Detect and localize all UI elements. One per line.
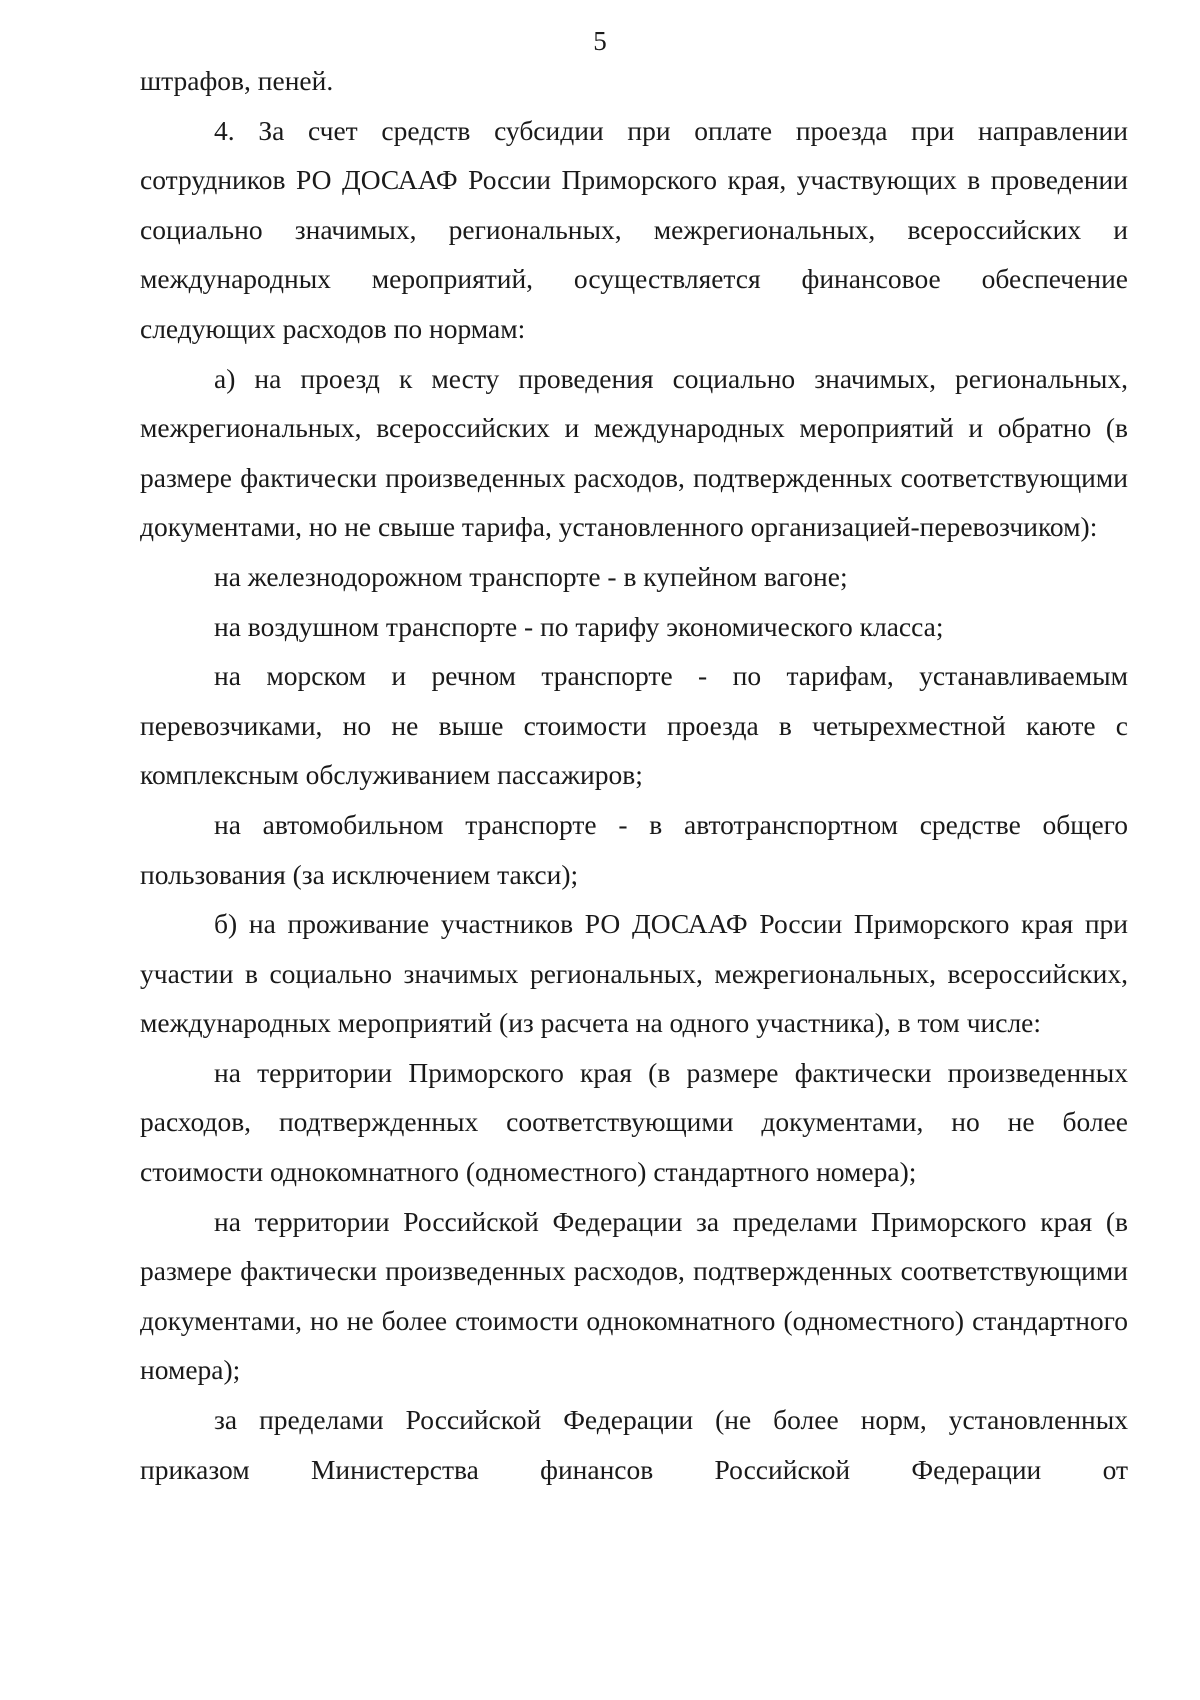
page-number: 5 — [593, 26, 607, 56]
paragraph-item-a: а) на проезд к месту проведения социально значимых, региональных, межрегиональных, всероссийских и международных мероприятий и обратно (в размере фактически произведенных расходов, подтвержденных соответствующими документами, но не свыше тарифа, установленного организацией-перевозчиком): — [140, 362, 1128, 543]
paragraph-air: на воздушном транспорте - по тарифу экономического класса; — [214, 610, 944, 642]
paragraph-abroad: за пределами Российской Федерации (не более норм, установленных приказом Министерства финансов Российской Федерации от — [140, 1404, 1128, 1485]
paragraph-continuation: штрафов, пеней. — [140, 65, 334, 96]
paragraph-road: на автомобильном транспорте - в автотранспортном средстве общего пользования (за исключением такси); — [140, 808, 1128, 890]
paragraph-russia: на территории Российской Федерации за пределами Приморского края (в размере фактически произведенных расходов, подтвержденных соответствующими документами, но не более стоимости однокомнатного (одноместного) стандартного номера); — [140, 1205, 1128, 1386]
paragraph-sea-river: на морском и речном транспорте - по тарифам, устанавливаемым перевозчиками, но не выше стоимости проезда в четырехместной каюте с комплексным обслуживанием пассажиров; — [140, 660, 1128, 791]
paragraph-item-b: б) на проживание участников РО ДОСААФ России Приморского края при участии в социально значимых региональных, межрегиональных, всероссийских, международных мероприятий (из расчета на одного участника), в том числе: — [140, 908, 1128, 1039]
paragraph-railway: на железнодорожном транспорте - в купейном вагоне; — [214, 560, 848, 592]
paragraph-primorsky: на территории Приморского края (в размере фактически произведенных расходов, подтвержденных соответствующими документами, но не более стоимости однокомнатного (одноместного) стандартного номера); — [140, 1056, 1128, 1188]
paragraph-item-4: 4. За счет средств субсидии при оплате проезда при направлении сотрудников РО ДОСААФ России Приморского края, участвующих в проведении социально значимых, региональных, межрегиональных, всероссийских и международных мероприятий, осуществляется финансовое обеспечение следующих расходов по нормам: — [140, 114, 1128, 344]
document-body — [140, 56, 1128, 1494]
